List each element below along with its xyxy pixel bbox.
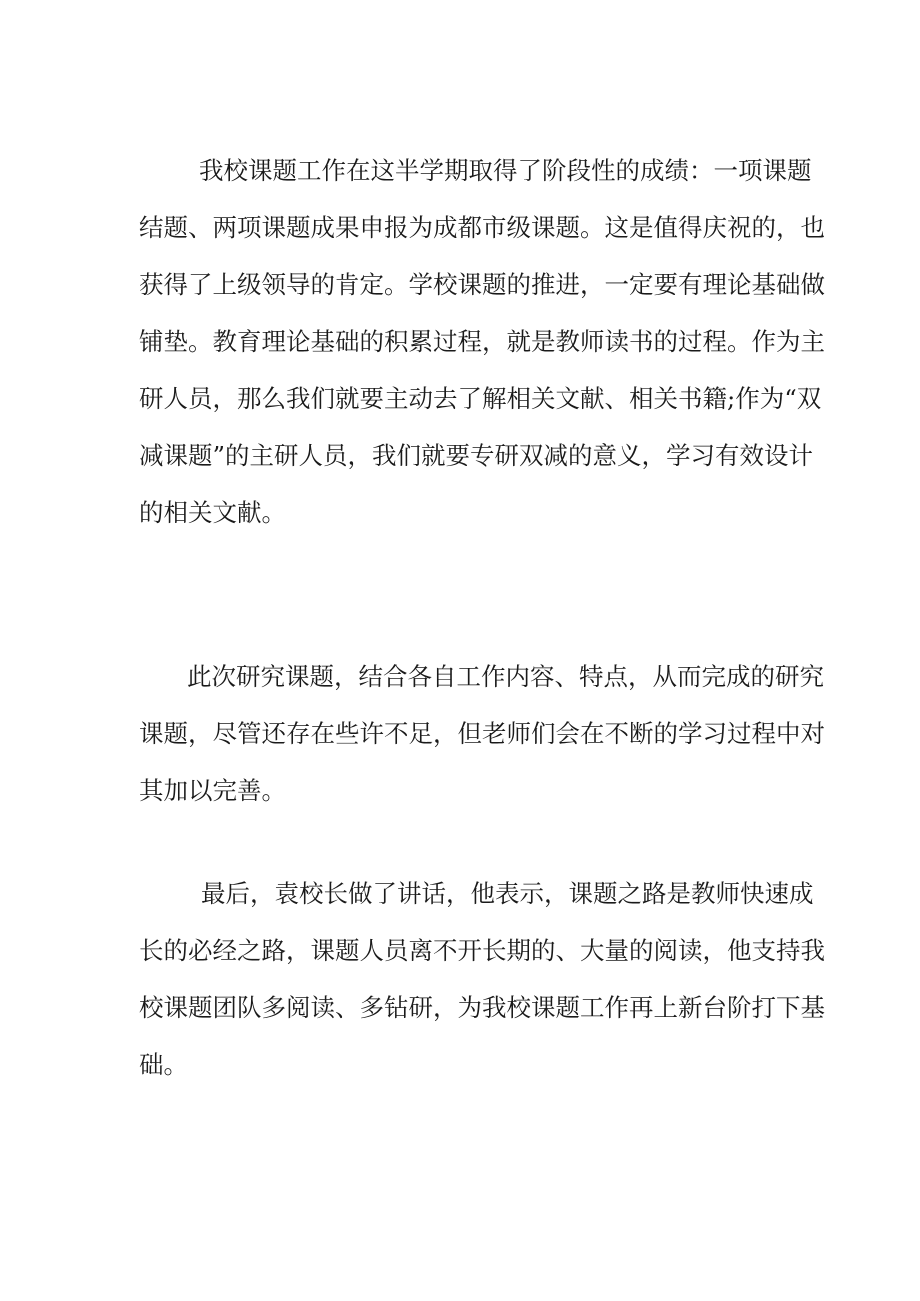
text-line: 的相关文献。 [139,498,286,527]
text-line: 研人员，那么我们就要主动去了解相关文献、相关书籍;作为“双 [139,384,822,413]
text-line: 获得了上级领导的肯定。学校课题的推进，一定要有理论基础做 [139,270,825,299]
paragraph-3 [139,865,825,1093]
paragraph-2 [139,648,825,819]
text-line: 长的必经之路，课题人员离不开长期的、大量的阅读，他支持我 [139,936,825,965]
text-line: 铺垫。教育理论基础的积累过程，就是教师读书的过程。作为主 [139,327,825,356]
paragraph-1 [139,142,825,541]
text-line: 结题、两项课题成果申报为成都市级课题。这是值得庆祝的，也 [139,213,825,242]
text-line: 校课题团队多阅读、多钻研，为我校课题工作再上新台阶打下基 [139,993,825,1022]
text-line: 减课题”的主研人员，我们就要专研双减的意义，学习有效设计 [139,441,814,470]
text-line: 课题，尽管还存在些许不足，但老师们会在不断的学习过程中对 [139,719,825,748]
text-line: 我校课题工作在这半学期取得了阶段性的成绩：一项课题 [199,156,812,185]
text-line: 础。 [139,1050,188,1079]
text-line: 其加以完善。 [139,776,286,805]
text-line: 最后，袁校长做了讲话，他表示，课题之路是教师快速成 [201,879,814,908]
text-line: 此次研究课题，结合各自工作内容、特点，从而完成的研究 [187,662,824,691]
